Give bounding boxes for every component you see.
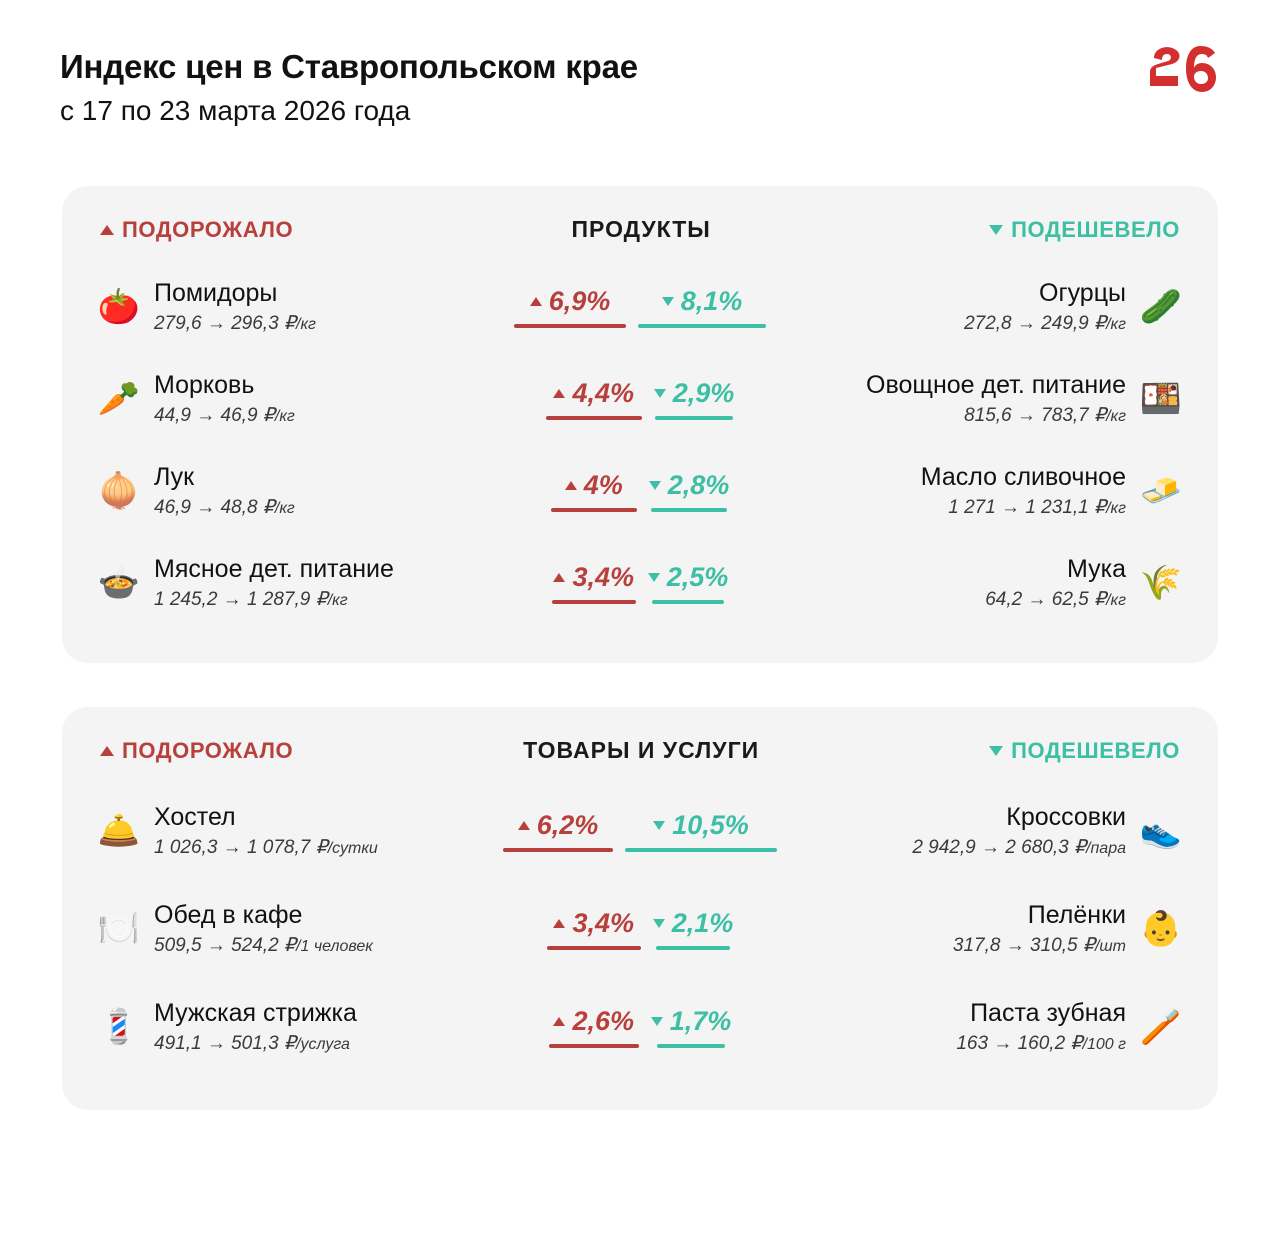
item-unit: /услуга (296, 1036, 350, 1054)
item-price: 163 → 160,2 ₽/100 г (956, 1033, 1126, 1055)
bar-down (655, 416, 733, 420)
bar-down (651, 508, 727, 512)
item-price: 815,6 → 783,7 ₽/кг (964, 405, 1126, 427)
item-price: 1 026,3 → 1 078,7 ₽/сутки (154, 837, 378, 859)
onion-icon: 🧅 (97, 472, 141, 511)
item-name: Пелёнки (1027, 901, 1126, 930)
pct-down-value: 2,5% (666, 562, 729, 593)
bar-down (652, 600, 724, 604)
row-up-item (96, 901, 516, 957)
tomato-icon: 🍅 (97, 288, 141, 327)
page-header (0, 0, 1280, 128)
row-up-item (96, 371, 516, 427)
item-price: 1 245,2 → 1 287,9 ₽/кг (154, 589, 348, 611)
pct-up-value: 4% (583, 470, 623, 501)
item-name: Обед в кафе (154, 901, 303, 930)
triangle-down-icon (654, 389, 666, 398)
pct-up (543, 1006, 645, 1048)
pct-up (497, 810, 619, 852)
triangle-up-icon (565, 481, 577, 490)
item-price: 44,9 → 46,9 ₽/кг (154, 405, 295, 427)
row-percentages (516, 1006, 764, 1048)
item-name: Хостел (154, 803, 236, 832)
bar-down (656, 946, 730, 950)
label-down-products (989, 217, 1180, 243)
triangle-up-icon (553, 389, 565, 398)
item-name: Лук (154, 463, 195, 492)
item-price: 491,1 → 501,3 ₽/услуга (154, 1033, 350, 1055)
pct-down (632, 286, 772, 328)
item-unit: /кг (1106, 408, 1126, 426)
triangle-up-icon (100, 746, 114, 756)
panel-goods-services (62, 707, 1218, 1110)
item-unit: /шт (1094, 938, 1126, 956)
bar-up (549, 1044, 639, 1048)
section-title-products: ПРОДУКТЫ (571, 216, 711, 243)
cucumber-icon: 🥒 (1139, 288, 1183, 327)
triangle-up-icon (553, 919, 565, 928)
row-up-item (96, 803, 497, 859)
bar-up (546, 416, 642, 420)
row-down-item (764, 463, 1184, 519)
pct-down-value: 8,1% (680, 286, 743, 317)
baby-food-icon: 🍱 (1139, 380, 1183, 419)
pct-up (508, 286, 632, 328)
barber-pole-icon: 💈 (97, 1008, 141, 1047)
page-title: Индекс цен в Ставропольском крае (60, 48, 638, 85)
label-down-goods (989, 738, 1180, 764)
item-unit: /кг (1106, 500, 1126, 518)
row-down-item (764, 999, 1184, 1055)
pct-down (645, 1006, 738, 1048)
item-name: Огурцы (1039, 279, 1126, 308)
item-name: Помидоры (154, 279, 278, 308)
pct-down (648, 378, 741, 420)
triangle-up-icon (553, 573, 565, 582)
triangle-down-icon (649, 481, 661, 490)
baby-icon: 👶 (1139, 910, 1183, 949)
page-subtitle: с 17 по 23 марта 2026 года (60, 95, 411, 127)
item-unit: /кг (274, 408, 295, 426)
butter-icon: 🧈 (1139, 472, 1183, 511)
row-percentages (516, 562, 764, 604)
flour-icon: 🌾 (1139, 564, 1183, 603)
item-unit: /кг (296, 316, 316, 334)
item-price: 46,9 → 48,8 ₽/кг (154, 497, 295, 519)
row-down-item (772, 279, 1184, 335)
panel-products (62, 186, 1218, 663)
sneaker-icon: 👟 (1139, 812, 1183, 851)
item-unit: /сутки (327, 840, 378, 858)
panel-goods-header (96, 737, 1184, 764)
row-percentages (508, 286, 772, 328)
pct-up (545, 470, 643, 512)
toothpaste-icon: 🪥 (1139, 1008, 1183, 1047)
triangle-up-icon (530, 297, 542, 306)
triangle-down-icon (989, 746, 1003, 756)
triangle-down-icon (653, 821, 665, 830)
table-row (96, 445, 1184, 537)
label-up-text: ПОДОРОЖАЛО (122, 737, 294, 763)
bar-up (503, 848, 613, 852)
triangle-down-icon (662, 297, 674, 306)
pct-down (647, 908, 740, 950)
pct-up-value: 6,2% (536, 810, 599, 841)
cutlery-icon: 🍽️ (97, 910, 141, 949)
item-name: Морковь (154, 371, 255, 400)
row-up-item (96, 463, 516, 519)
panel-products-header (96, 216, 1184, 243)
pct-down-value: 1,7% (669, 1006, 732, 1037)
item-name: Мука (1067, 555, 1126, 584)
table-row (96, 261, 1184, 353)
pct-up-value: 4,4% (572, 378, 634, 409)
triangle-down-icon (651, 1017, 663, 1026)
item-price: 272,8 → 249,9 ₽/кг (964, 313, 1126, 335)
pct-up (540, 378, 648, 420)
logo-26-icon (1148, 42, 1218, 98)
bar-up (551, 508, 637, 512)
item-name: Кроссовки (1006, 803, 1126, 832)
item-price: 2 942,9 → 2 680,3 ₽/пара (912, 837, 1126, 859)
item-unit: /пара (1086, 840, 1126, 858)
item-price: 1 271 → 1 231,1 ₽/кг (948, 497, 1126, 519)
table-row (96, 782, 1184, 880)
pct-down (642, 562, 735, 604)
item-price: 509,5 → 524,2 ₽/1 человек (154, 935, 373, 957)
item-unit: /100 г (1082, 1036, 1126, 1054)
triangle-up-icon (553, 1017, 565, 1026)
row-down-item (764, 371, 1184, 427)
item-price: 279,6 → 296,3 ₽/кг (154, 313, 316, 335)
pct-up-value: 6,9% (548, 286, 611, 317)
row-down-item (764, 555, 1184, 611)
label-down-text: ПОДЕШЕВЕЛО (1011, 216, 1180, 242)
pct-down (619, 810, 783, 852)
pct-up-value: 2,6% (572, 1006, 634, 1037)
bar-up (552, 600, 636, 604)
label-up-products (100, 217, 293, 243)
item-unit: /кг (327, 592, 348, 610)
item-name: Овощное дет. питание (866, 371, 1126, 400)
triangle-up-icon (100, 225, 114, 235)
row-down-item (764, 901, 1184, 957)
triangle-down-icon (653, 919, 665, 928)
pct-down-value: 2,1% (671, 908, 734, 939)
row-percentages (516, 908, 764, 950)
item-name: Масло сливочное (920, 463, 1126, 492)
item-unit: /кг (1106, 316, 1126, 334)
row-up-item (96, 555, 516, 611)
pct-up-value: 3,4% (572, 562, 634, 593)
bar-down (657, 1044, 725, 1048)
row-percentages (497, 810, 783, 852)
pct-up (546, 562, 642, 604)
carrot-icon: 🥕 (97, 380, 141, 419)
table-row (96, 978, 1184, 1076)
item-unit: /кг (274, 500, 295, 518)
section-title-goods: ТОВАРЫ И УСЛУГИ (523, 737, 760, 764)
bar-up (514, 324, 626, 328)
label-up-text: ПОДОРОЖАЛО (122, 216, 294, 242)
bar-up (547, 946, 641, 950)
item-unit: /1 человек (296, 938, 373, 956)
triangle-down-icon (989, 225, 1003, 235)
pct-down-value: 2,8% (667, 470, 730, 501)
pct-down-value: 10,5% (672, 810, 749, 841)
table-row (96, 880, 1184, 978)
item-unit: /кг (1106, 592, 1126, 610)
pct-up-value: 3,4% (572, 908, 634, 939)
row-down-item (783, 803, 1184, 859)
row-up-item (96, 279, 508, 335)
label-down-text: ПОДЕШЕВЕЛО (1011, 737, 1180, 763)
item-name: Паста зубная (970, 999, 1126, 1028)
triangle-up-icon (518, 821, 530, 830)
bar-down (638, 324, 766, 328)
table-row (96, 353, 1184, 445)
row-percentages (516, 378, 764, 420)
row-percentages (516, 470, 764, 512)
table-row (96, 537, 1184, 629)
row-up-item (96, 999, 516, 1055)
pct-up (541, 908, 647, 950)
label-up-goods (100, 738, 293, 764)
pct-down (643, 470, 736, 512)
meat-baby-food-icon: 🍲 (97, 564, 141, 603)
item-price: 317,8 → 310,5 ₽/шт (952, 935, 1126, 957)
item-name: Мужская стрижка (154, 999, 357, 1028)
bell-icon: 🛎️ (97, 812, 141, 851)
item-name: Мясное дет. питание (154, 555, 394, 584)
pct-down-value: 2,9% (672, 378, 735, 409)
item-price: 64,2 → 62,5 ₽/кг (985, 589, 1126, 611)
triangle-down-icon (648, 573, 660, 582)
bar-down (625, 848, 777, 852)
